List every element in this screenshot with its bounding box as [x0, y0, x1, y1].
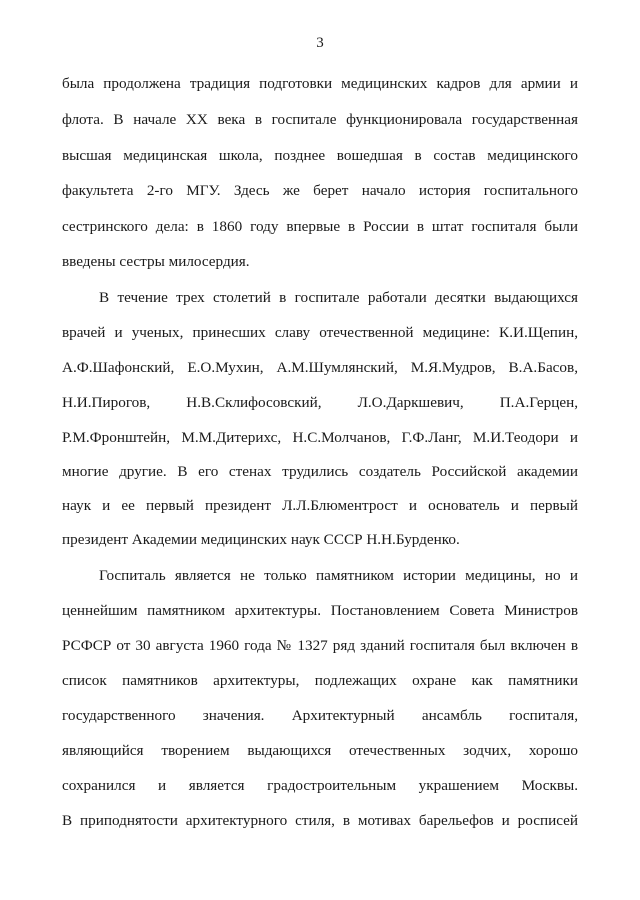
text-line: врачей и ученых, принесших славу отечественной медицине: К.И.Щепин,: [62, 324, 578, 341]
text-line: высшая медицинская школа, позднее вошедшая в состав медицинского: [62, 147, 578, 164]
text-line: была продолжена традиция подготовки медицинских кадров для армии и: [62, 75, 578, 92]
text-line: введены сестры милосердия.: [62, 253, 250, 270]
text-line: Р.М.Фронштейн, М.М.Дитерихс, Н.С.Молчанов, Г.Ф.Ланг, М.И.Теодори и: [62, 429, 578, 446]
text-line: многие другие. В его стенах трудились создатель Российской академии: [62, 463, 578, 480]
text-line: А.Ф.Шафонский, Е.О.Мухин, А.М.Шумлянский, М.Я.Мудров, В.А.Басов,: [62, 359, 578, 376]
text-line: государственного значения. Архитектурный ансамбль госпиталя,: [62, 707, 578, 724]
text-line: список памятников архитектуры, подлежащих охране как памятники: [62, 672, 578, 689]
text-line: В приподнятости архитектурного стиля, в мотивах барельефов и росписей: [62, 812, 578, 829]
text-line: Н.И.Пирогов, Н.В.Склифосовский, Л.О.Даркшевич, П.А.Герцен,: [62, 394, 578, 411]
text-line: Госпиталь является не только памятником истории медицины, но и: [99, 567, 578, 584]
text-line: РСФСР от 30 августа 1960 года № 1327 ряд зданий госпиталя был включен в: [62, 637, 578, 654]
text-line: сестринского дела: в 1860 году впервые в России в штат госпиталя были: [62, 218, 578, 235]
text-line: В течение трех столетий в госпитале работали десятки выдающихся: [99, 289, 578, 306]
text-line: являющийся творением выдающихся отечественных зодчих, хорошо: [62, 742, 578, 759]
text-line: флота. В начале XX века в госпитале функционировала государственная: [62, 111, 578, 128]
text-line: сохранился и является градостроительным украшением Москвы.: [62, 777, 578, 794]
text-line: факультета 2-го МГУ. Здесь же берет начало история госпитального: [62, 182, 578, 199]
text-line: наук и ее первый президент Л.Л.Блюментрост и основатель и первый: [62, 497, 578, 514]
text-line: ценнейшим памятником архитектуры. Постановлением Совета Министров: [62, 602, 578, 619]
page-number: 3: [316, 35, 324, 51]
text-line: президент Академии медицинских наук СССР Н.Н.Бурденко.: [62, 531, 460, 548]
